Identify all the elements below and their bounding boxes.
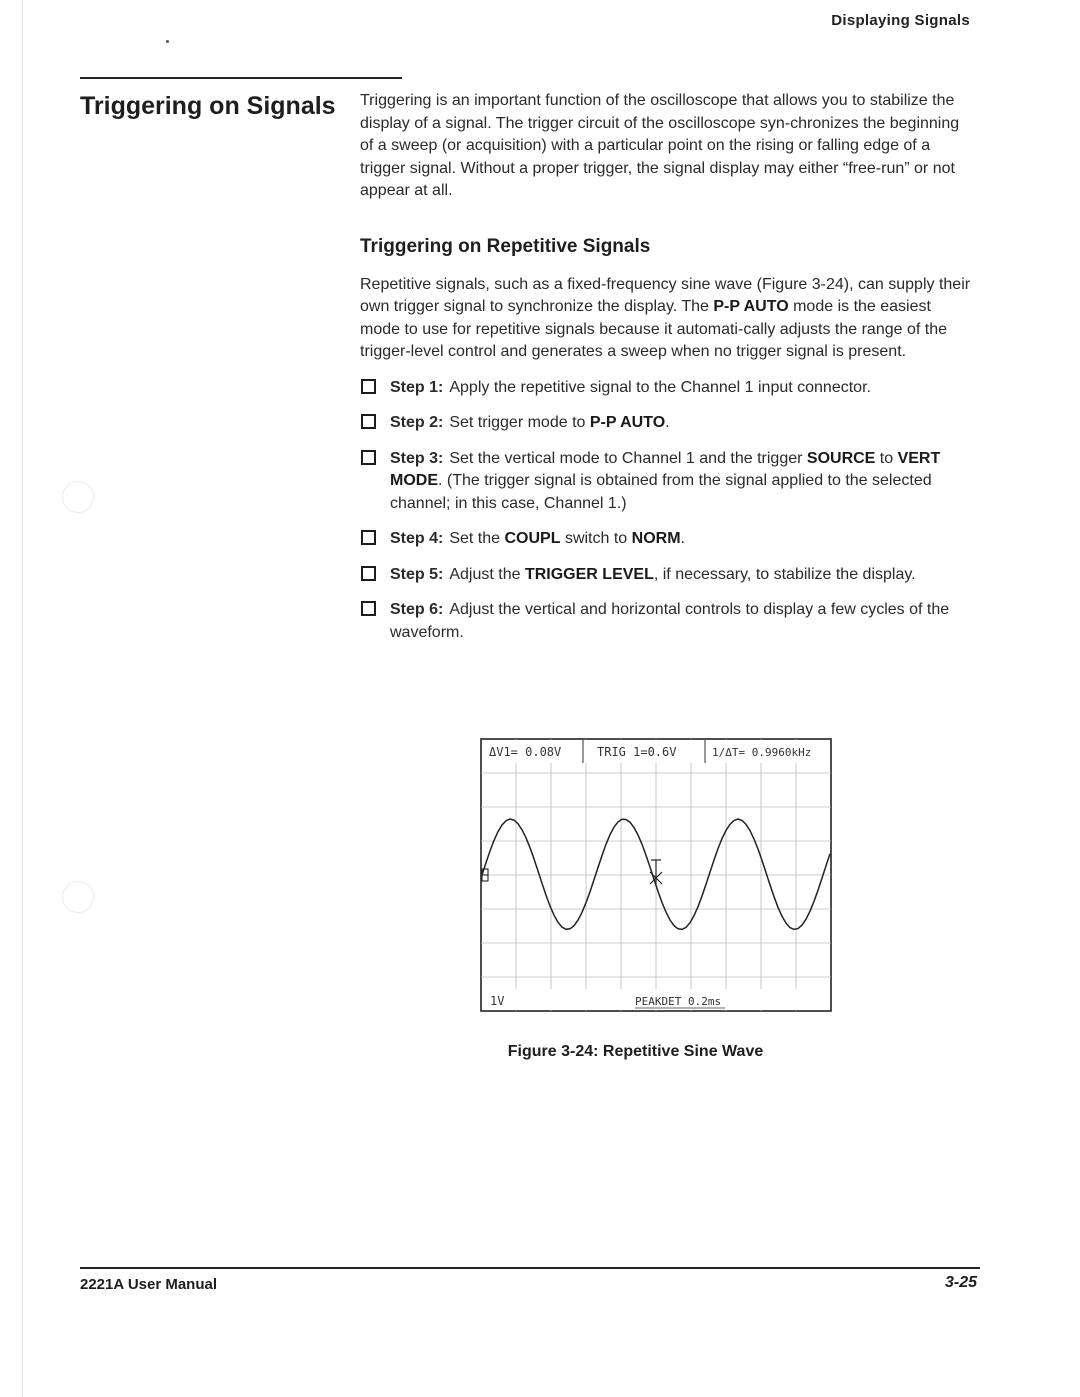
readout-acquisition: PEAKDET 0.2ms xyxy=(635,995,722,1008)
para-keyword: P-P AUTO xyxy=(713,298,789,315)
step-label: Step 6: xyxy=(390,601,444,618)
step-checkbox[interactable] xyxy=(361,379,376,394)
page-margin-line xyxy=(22,0,23,1397)
para-text: mode is the easiest mode to use for repetitive signals because it automati-cally adjusts the range of the trigger-level control and generates a sweep when no trigger signal is present. xyxy=(360,298,947,360)
step-checkbox[interactable] xyxy=(361,530,376,545)
step-label: Step 3: xyxy=(390,449,444,467)
step-checkbox[interactable] xyxy=(361,414,376,429)
footer-manual-title: 2221A User Manual xyxy=(80,1276,218,1293)
step-keyword: TRIGGER LEVEL xyxy=(524,565,654,583)
running-head: Displaying Signals xyxy=(831,12,970,29)
step-checkbox[interactable] xyxy=(361,450,376,465)
step-5 xyxy=(360,564,975,587)
step-text: switch to xyxy=(560,530,632,547)
step-2 xyxy=(360,412,975,435)
step-text: . xyxy=(665,414,670,431)
step-4 xyxy=(360,528,975,551)
binder-hole xyxy=(62,881,94,913)
step-label: Step 1: xyxy=(390,378,444,396)
step-label: Step 5: xyxy=(390,565,444,583)
readout-delta-volts: ΔV1= 0.08V xyxy=(489,745,562,759)
step-text: Apply the repetitive signal to the Channel 1 input connector. xyxy=(449,378,871,396)
step-text: Set trigger mode to xyxy=(449,414,590,431)
step-3 xyxy=(360,448,975,516)
step-text: Set the vertical mode to Channel 1 and the trigger xyxy=(449,449,807,467)
para-text: Repetitive signals, such as a fixed-frequency sine wave (Figure 3-24), can supply their own trigger signal to synchronize the display. The xyxy=(360,275,971,315)
page-number: 3-25 xyxy=(944,1274,977,1291)
oscilloscope-display xyxy=(480,738,832,1012)
scan-speck xyxy=(166,40,169,43)
step-checkbox[interactable] xyxy=(361,566,376,581)
step-text: . xyxy=(680,530,685,547)
step-keyword: NORM xyxy=(631,530,681,547)
section-divider xyxy=(80,77,402,79)
readout-volts-per-div: 1V xyxy=(490,994,505,1008)
step-keyword: VERT MODE xyxy=(390,449,941,489)
section-title: Triggering on Signals xyxy=(80,92,336,120)
step-text: , if necessary, to stabilize the display. xyxy=(653,565,916,583)
step-keyword: COUPL xyxy=(504,530,561,547)
intro-paragraph: Triggering is an important function of the oscilloscope that allows you to stabilize the display of a signal. The trigger circuit of the oscilloscope syn-chronizes the beginning of a sweep (or acquisition) with a particular point on the rising or falling edge of a trigger signal. Without a proper trigger, the signal display may either “free-run” or not appear at all. xyxy=(360,92,960,199)
step-label: Step 2: xyxy=(390,414,444,431)
figure-caption: Figure 3-24: Repetitive Sine Wave xyxy=(507,1043,764,1060)
step-1 xyxy=(360,377,975,400)
footer-divider xyxy=(80,1267,980,1269)
subsection-paragraph xyxy=(360,274,975,364)
step-6 xyxy=(360,599,975,644)
step-checkbox[interactable] xyxy=(361,601,376,616)
step-text: to xyxy=(875,449,898,467)
step-text: Adjust the vertical and horizontal controls to display a few cycles of the waveform. xyxy=(390,601,950,641)
binder-hole xyxy=(62,481,94,513)
step-keyword: SOURCE xyxy=(806,449,876,467)
step-text: Set the xyxy=(449,530,505,547)
step-list xyxy=(360,377,975,645)
readout-frequency: 1/ΔT= 0.9960kHz xyxy=(712,746,812,759)
subsection-title: Triggering on Repetitive Signals xyxy=(360,235,651,257)
readout-trigger-level: TRIG 1=0.6V xyxy=(597,745,677,759)
step-label: Step 4: xyxy=(390,530,444,547)
body-column xyxy=(360,90,975,657)
step-text: Adjust the xyxy=(449,565,525,583)
step-keyword: P-P AUTO xyxy=(589,414,666,431)
step-text: . (The trigger signal is obtained from the signal applied to the selected channel; in this case, Channel 1.) xyxy=(390,472,932,512)
